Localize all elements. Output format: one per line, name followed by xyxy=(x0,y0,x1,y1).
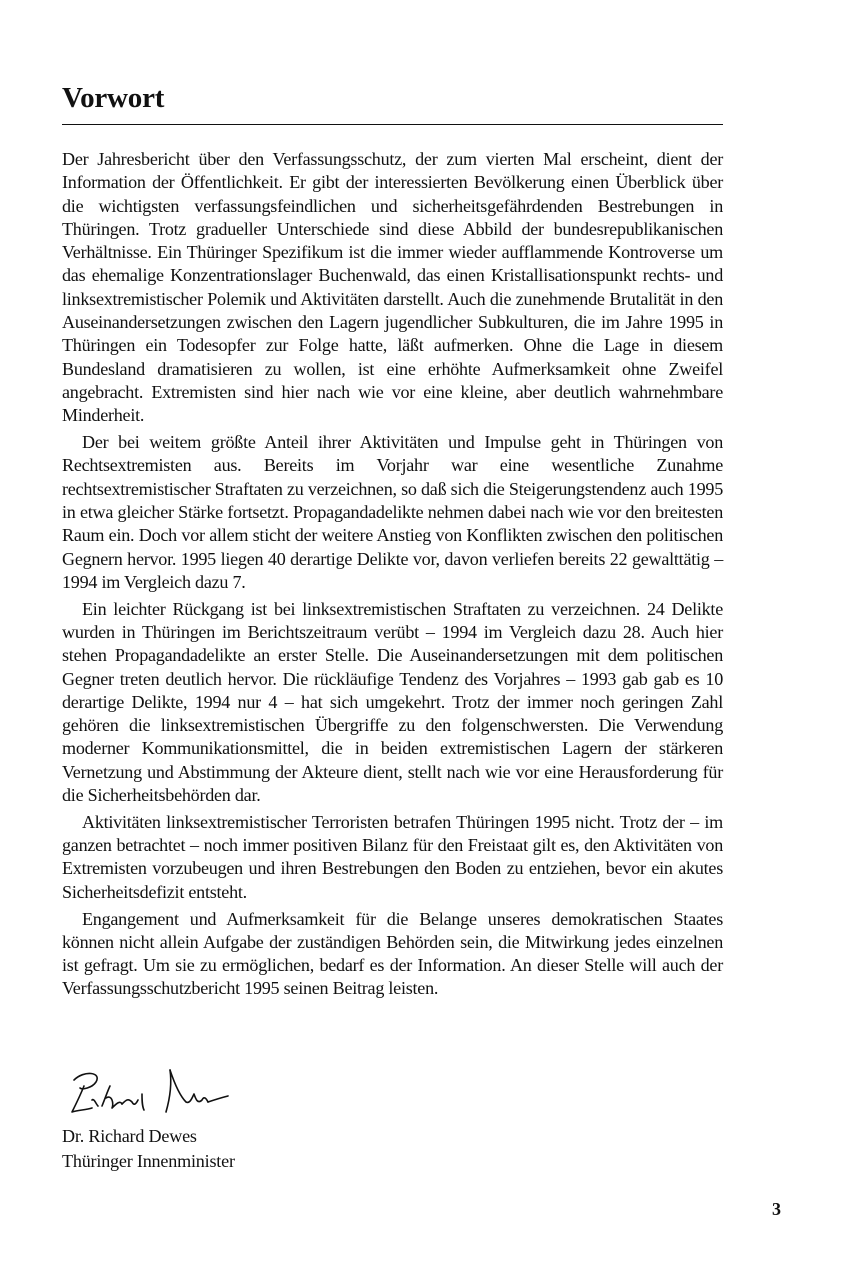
signer-role: Thüringer Innenminister xyxy=(62,1150,235,1171)
paragraph-5: Engangement und Aufmerksamkeit für die Belange unseres demokratischen Staates können nicht allein Aufgabe der zuständigen Behörden sein, die Mitwirkung jedes einzelnen ist gefragt. Um sie zu ermöglichen, bedarf es der Information. An dieser Stelle will auch der Verfassungsschutzbericht 1995 seinen Beitrag leisten. xyxy=(62,908,723,999)
title-divider xyxy=(62,124,723,125)
page-title: Vorwort xyxy=(62,82,165,114)
paragraph-3: Ein leichter Rückgang ist bei linksextremistischen Straftaten zu verzeichnen. 24 Delikte wurden in Thüringen im Berichtszeitraum verübt – 1994 im Vergleich dazu 28. Auch hier stehen Propagandadelikte an erster Stelle. Die Auseinandersetzungen mit dem politischen Gegner treten deutlich hervor. Die rückläufige Tendenz des Vorjahres – 1993 gab gab es 10 derartige Delikte, 1994 nur 4 – hat sich umgekehrt. Trotz der immer noch geringen Zahl gehören die linksextremistischen Übergriffe zu den folgenschwersten. Die Verwendung moderner Kommunikationsmittel, die in beiden extremistischen Lagern der stärkeren Vernetzung und Abstimmung der Akteure dient, stellt nach wie vor eine Herausforderung für die Sicherheitsbehörden dar. xyxy=(62,598,723,806)
handwritten-signature xyxy=(62,1064,242,1122)
paragraph-2: Der bei weitem größte Anteil ihrer Aktivitäten und Impulse geht in Thüringen von Rechtsextremisten aus. Bereits im Vorjahr war eine wesentliche Zunahme rechtsextremistischer Straftaten zu verzeichnen, so daß sich die Steigerungstendenz auch 1995 in etwa gleicher Stärke fortsetzt. Propagandadelikte nehmen dabei nach wie vor den breitesten Raum ein. Doch vor allem sticht der weitere Anstieg von Konflikten zwischen den politischen Gegnern hervor. 1995 liegen 40 derartige Delikte vor, davon verliefen bereits 22 gewalttätig – 1994 im Vergleich dazu 7. xyxy=(62,432,723,592)
page-number: 3 xyxy=(772,1199,781,1219)
signer-name: Dr. Richard Dewes xyxy=(62,1126,197,1146)
paragraph-1: Der Jahresbericht über den Verfassungsschutz, der zum vierten Mal erscheint, dient der Information der Öffentlichkeit. Er gibt der interessierten Bevölkerung einen Überblick über die wichtigsten verfassungsfeindlichen und sicherheitsgefährdenden Bestrebungen in Thüringen. Trotz gradueller Unterschiede sind diese Abbild der bundesrepublikanischen Verhältnisse. Ein Thüringer Spezifikum ist die immer wieder aufflammende Kontroverse um das ehemalige Konzentrationslager Buchenwald, das einen Kristallisationspunkt rechts- und linksextremistischer Polemik und Aktivitäten darstellt. Auch die zunehmende Brutalität in den Auseinandersetzungen zwischen den Lagern jugendlicher Subkulturen, die im Jahre 1995 in Thüringen ein Todesopfer zur Folge hatte, läßt aufmerken. Ohne die Lage in diesem Bundesland dramatisieren zu wollen, ist eine erhöhte Aufmerksamkeit ohne Zweifel angebracht. Extremisten sind hier nach wie vor eine kleine, aber deutlich wahrnehmbare Minderheit. xyxy=(62,149,723,426)
foreword-body xyxy=(62,148,723,1004)
paragraph-4: Aktivitäten linksextremistischer Terroristen betrafen Thüringen 1995 nicht. Trotz der – im ganzen betrachtet – noch immer positiven Bilanz für den Freistaat gilt es, den Aktivitäten von Extremisten vorzubeugen und ihren Bestrebungen den Boden zu entziehen, bevor ein akutes Sicherheitsdefizit entsteht. xyxy=(62,811,723,902)
signer-block xyxy=(62,1124,235,1173)
